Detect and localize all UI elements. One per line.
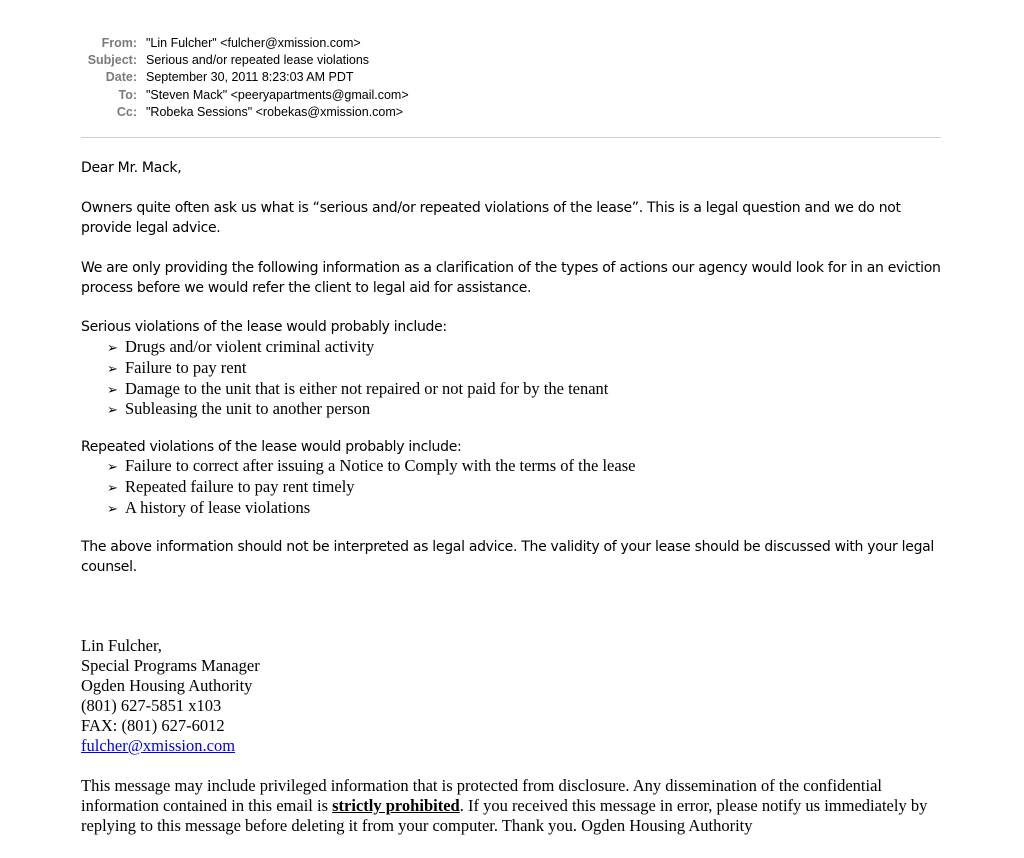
date-value: September 30, 2011 8:23:03 AM PDT <box>146 70 354 85</box>
arrow-bullet-icon: ➢ <box>107 479 118 495</box>
header-cc-row <box>0 104 1024 121</box>
disclaimer-emphasis: strictly prohibited <box>332 796 460 815</box>
from-label: From: <box>101 36 137 50</box>
list-item: ➢ Failure to correct after issuing a Notice to Comply with the terms of the lease <box>107 456 636 475</box>
list-item: ➢ Damage to the unit that is either not repaired or not paid for by the tenant <box>107 378 609 398</box>
paragraph-legal-question: Owners quite often ask us what is “serious and/or repeated violations of the lease”. This is a legal question and we do not provide legal advice. <box>81 200 901 236</box>
to-value: "Steven Mack" <peeryapartments@gmail.com> <box>146 87 409 102</box>
arrow-bullet-icon: ➢ <box>107 500 118 516</box>
from-value: "Lin Fulcher" <fulcher@xmission.com> <box>146 36 361 50</box>
header-date-row <box>0 69 1024 86</box>
arrow-bullet-icon: ➢ <box>107 381 118 397</box>
list-item: ➢ Repeated failure to pay rent timely <box>107 476 355 496</box>
arrow-bullet-icon: ➢ <box>107 402 118 418</box>
header-from-row <box>0 35 1024 52</box>
header-to-row <box>0 87 1024 104</box>
header-subject-row <box>0 52 1024 69</box>
to-label: To: <box>118 87 137 102</box>
cc-label: Cc: <box>116 104 137 119</box>
repeated-violations-intro: Repeated violations of the lease would probably include: <box>81 439 462 455</box>
email-header <box>0 35 1024 121</box>
greeting: Dear Mr. Mack, <box>81 160 182 176</box>
signature-fax: FAX: (801) 627-6012 <box>81 716 225 735</box>
repeated-violations-list <box>107 456 635 518</box>
serious-violations-intro: Serious violations of the lease would probably include: <box>81 319 447 335</box>
arrow-bullet-icon: ➢ <box>107 360 118 376</box>
list-item: ➢ A history of lease violations <box>107 497 311 517</box>
arrow-bullet-icon: ➢ <box>107 459 118 474</box>
signature-block <box>81 636 260 756</box>
signature-email-link[interactable]: fulcher@xmission.com <box>81 736 236 755</box>
list-item: ➢ Failure to pay rent <box>107 357 247 377</box>
arrow-bullet-icon: ➢ <box>107 340 118 355</box>
signature-title: Special Programs Manager <box>81 656 260 675</box>
paragraph-clarification: We are only providing the following information as a clarification of the types of actions our agency would look for in an eviction process before we would refer the client to legal aid for assistance. <box>81 260 941 296</box>
date-label: Date: <box>105 70 137 85</box>
subject-label: Subject: <box>87 53 137 68</box>
signature-organization: Ogden Housing Authority <box>81 676 253 695</box>
confidentiality-disclaimer: This message may include privileged information that is protected from disclosure. Any dissemination of the confidential information contained in this email is strictly prohibited. If you received this message in error, please notify us immediately by replying to this message before deleting it from your computer. Thank you. Ogden Housing Authority <box>81 776 928 835</box>
cc-value: "Robeka Sessions" <robekas@xmission.com> <box>146 104 404 119</box>
serious-violations-list <box>107 337 608 420</box>
signature-phone: (801) 627-5851 x103 <box>81 696 222 715</box>
closing-paragraph: The above information should not be interpreted as legal advice. The validity of your lease should be discussed with your legal counsel. <box>81 539 935 575</box>
subject-value: Serious and/or repeated lease violations <box>146 53 370 68</box>
list-item: ➢ Subleasing the unit to another person <box>107 399 371 419</box>
signature-name: Lin Fulcher, <box>81 636 162 655</box>
list-item: ➢ Drugs and/or violent criminal activity <box>107 337 375 356</box>
header-divider <box>81 137 941 138</box>
